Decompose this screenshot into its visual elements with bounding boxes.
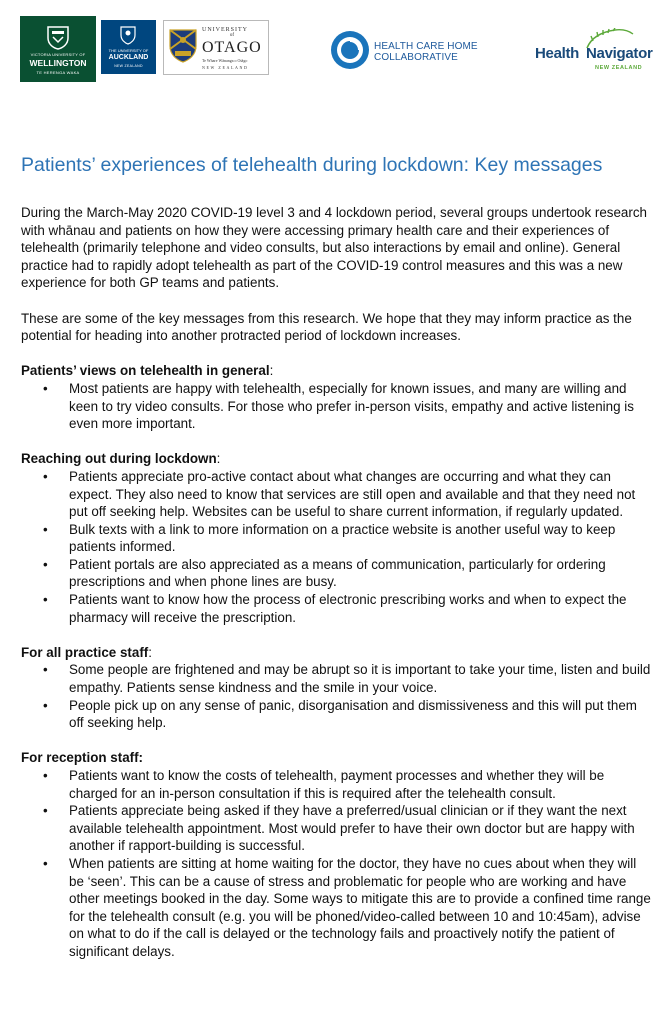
list-item-text: People pick up on any sense of panic, disorganisation and dismissiveness and this will put them off seeking help. — [69, 697, 637, 731]
list-item — [43, 521, 651, 556]
health-navigator-word1: Health — [535, 45, 580, 62]
bullet-icon: • — [43, 803, 48, 819]
vuw-crest-icon — [47, 26, 69, 50]
list-item-text: Patients appreciate pro-active contact about what changes are occurring and what they can expect. They also need to know that services are still open and available and that they need not put off seeking help. Websites can be useful to share current information, if regularly updated. — [69, 468, 636, 520]
auckland-crest-icon — [120, 26, 136, 45]
list-item — [43, 468, 651, 521]
auckland-line3: NEW ZEALAND — [114, 64, 143, 68]
otago-line5: NEW ZEALAND — [202, 65, 249, 70]
bullet-list — [21, 380, 651, 433]
hchc-line1: HEALTH CARE HOME — [374, 41, 478, 52]
auckland-line2: AUCKLAND — [108, 54, 149, 61]
bullet-icon: • — [43, 468, 48, 484]
bullet-list — [21, 767, 651, 961]
otago-crest-icon — [169, 29, 197, 63]
list-item — [43, 767, 651, 802]
section-heading-suffix: : — [269, 363, 274, 379]
vuw-line2: WELLINGTON — [29, 58, 87, 68]
list-item-text: Patients appreciate being asked if they have a preferred/usual clinician or if they want the next available telehealth appointment. Most would prefer to have their own doctor but are happy with another if rapport-building is successful. — [69, 803, 635, 854]
list-item-text: Patients want to know how the process of electronic prescribing works and when to expect the pharmacy will receive the prescription. — [69, 592, 627, 625]
list-item-text: Bulk texts with a link to more information on a practice website is another useful way to keep patients informed. — [69, 521, 616, 555]
hchc-line2: COLLABORATIVE — [374, 52, 458, 63]
list-item-text: When patients are sitting at home waiting for the doctor, they have no cues about when they will be ‘seen’. This can be a cause of stress and problematic for people who are working and have other meetings booked in the day. Some ways to mitigate this are to provide a confined time range for the telehealth consult (e.g. you will be phoned/video-called between 10 and 10:45am), advise on what to do if the call is delayed or the technology fails and proactively notify the patient of significant delays. — [69, 855, 651, 959]
section-heading-text: For all practice staff — [21, 644, 149, 660]
list-item-text: Patients want to know the costs of telehealth, payment processes and whether they will be charged for an in-person consultation if this is required after the telehealth consult. — [69, 768, 605, 801]
bullet-list — [21, 468, 651, 626]
bullet-icon: • — [43, 592, 48, 608]
section-heading-suffix: : — [216, 451, 221, 467]
hchc-mark-icon — [330, 28, 370, 72]
section-heading-text: Patients’ views on telehealth in general — [21, 363, 270, 379]
otago-line4: Te Whare Wānanga o Otāgo — [202, 58, 248, 63]
vuw-logo — [20, 16, 96, 82]
header — [0, 0, 670, 100]
bullet-list — [21, 661, 651, 731]
section-heading — [21, 450, 651, 468]
bullet-icon: • — [43, 697, 48, 713]
section-heading-suffix: : — [148, 644, 152, 660]
list-item — [43, 802, 651, 855]
vuw-line3: TE HERENGA WAKA — [36, 70, 80, 75]
bullet-icon: • — [43, 662, 48, 678]
health-navigator-word2: Navigator — [586, 45, 653, 62]
auckland-logo — [101, 20, 156, 74]
document-body — [21, 204, 651, 978]
list-item — [43, 855, 651, 961]
bullet-icon: • — [43, 768, 48, 783]
section-heading — [21, 749, 651, 767]
bullet-icon: • — [43, 556, 48, 572]
section-heading — [21, 644, 651, 662]
otago-line1: UNIVERSITY — [202, 27, 248, 33]
list-item — [43, 380, 651, 433]
otago-line2: of — [229, 33, 235, 38]
list-item — [43, 591, 651, 626]
list-item-text: Patient portals are also appreciated as a means of communication, particularly for ordering prescriptions and when phone lines are busy. — [69, 556, 606, 590]
section-heading-text: Reaching out during lockdown — [21, 451, 217, 467]
health-navigator-logo — [533, 28, 658, 76]
bullet-icon: • — [43, 380, 48, 396]
page-title: Patients’ experiences of telehealth during lockdown: Key messages — [21, 154, 603, 176]
hchc-logo — [330, 28, 490, 72]
list-item — [43, 556, 651, 591]
section-heading — [21, 362, 651, 380]
section-heading-text: For reception staff: — [21, 750, 144, 766]
list-item-text: Most patients are happy with telehealth, especially for known issues, and many are willing and keen to try video consults. For those who prefer in-person visits, empathy and active listening is even more important. — [69, 380, 634, 432]
intro-paragraph: These are some of the key messages from this research. We hope that they may inform practice as the potential for heading into another protracted period of lockdown increases. — [21, 310, 632, 344]
list-item — [43, 697, 651, 732]
otago-line3: OTAGO — [202, 39, 262, 56]
list-item — [43, 661, 651, 696]
health-navigator-tagline: NEW ZEALAND — [595, 65, 643, 71]
bullet-icon: • — [43, 521, 48, 537]
bullet-icon: • — [43, 855, 48, 871]
list-item-text: Some people are frightened and may be abrupt so it is important to take your time, listen and build empathy. Patients sense kindness and the smile in your voice. — [69, 662, 651, 696]
otago-logo — [163, 20, 269, 75]
auckland-line1: THE UNIVERSITY OF — [108, 48, 149, 53]
intro-paragraph: During the March-May 2020 COVID-19 level 3 and 4 lockdown period, several groups undertook research with whānau and patients on how they were accessing primary health care and their experiences of telehealth (primarily telephone and video consults, but also interactions by email and online). General practice had to rapidly adopt telehealth as part of the COVID-19 control measures and this was a new experience for both GP teams and patients. — [21, 205, 647, 291]
vuw-line1: VICTORIA UNIVERSITY OF — [30, 52, 86, 57]
